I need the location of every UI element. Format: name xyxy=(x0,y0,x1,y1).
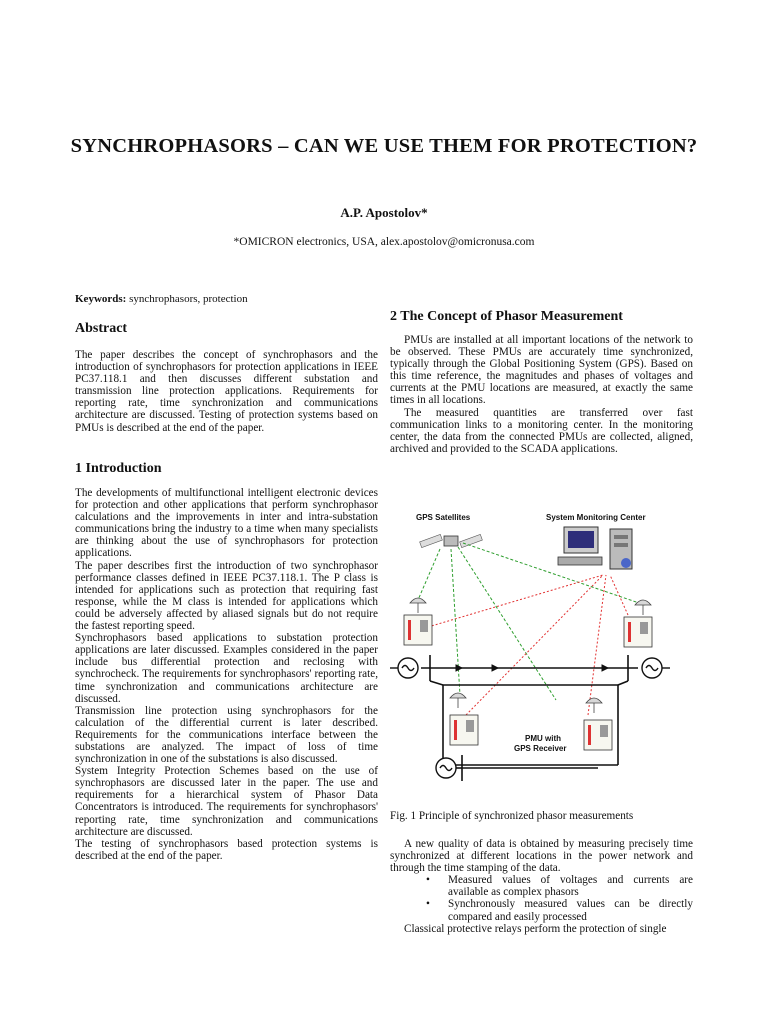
figure-caption: Fig. 1 Principle of synchronized phasor measurements xyxy=(390,810,634,822)
satellite-icon xyxy=(420,534,483,547)
section2-continued xyxy=(390,838,693,935)
paper-title: SYNCHROPHASORS – CAN WE USE THEM FOR PROTECTION? xyxy=(70,135,698,157)
pmu-device xyxy=(584,720,612,750)
section2-intro xyxy=(390,334,693,455)
list-item: • Measured values of voltages and currents are available as complex phasors xyxy=(390,874,693,898)
gps-satellites-label: GPS Satellites xyxy=(416,513,471,522)
bullet-list xyxy=(390,874,693,922)
abstract-text: The paper describes the concept of synchrophasors and the introduction of synchrophasors for protection applications in IEEE PC37.118.1 and then discusses different substation and transmission line protection applications. Requirements for reporting rate, time synchronization and communications architecture are discussed. Testing of protection systems based on PMUs is described at the end of the paper. xyxy=(75,349,378,434)
section1-body xyxy=(75,487,378,862)
section1-heading: 1 Introduction xyxy=(75,461,162,476)
keywords-label: Keywords: xyxy=(75,293,127,305)
pmu-device xyxy=(624,617,652,647)
intro-paragraph: The paper describes first the introduction of two synchrophasor performance classes defined in IEEE PC37.118.1. The P class is intended for applications such as protection that requiring fast response, while the M class is intended for applications which could be adversely affected by aliased signals but do not require the fastest reporting speed. xyxy=(75,559,378,633)
pmu-label-line1: PMU with xyxy=(525,734,561,743)
section2-paragraph: PMUs are installed at all important locations of the network to be observed. These PMUs are accurately time synchronized, typically through the Global Positioning System (GPS). Based on this time reference, the magnitudes and phases of voltages and currents at the PMU locations are measured, at exactly the same times in all locations. xyxy=(390,334,693,407)
section2-heading: 2 The Concept of Phasor Measurement xyxy=(390,309,623,324)
list-item: • Synchronously measured values can be directly compared and easily processed xyxy=(390,898,693,922)
section2-paragraph: A new quality of data is obtained by measuring precisely time synchronized at different locations in the power network and through the time stamping of the data. xyxy=(390,838,693,875)
author-affiliation: *OMICRON electronics, USA, alex.apostolov@omicronusa.com xyxy=(233,236,535,248)
pmu-label-line2: GPS Receiver xyxy=(514,744,567,753)
phasor-measurement-figure xyxy=(388,505,698,800)
generator-icon xyxy=(436,758,456,778)
monitoring-center-label: System Monitoring Center xyxy=(546,513,646,522)
author-name: A.P. Apostolov* xyxy=(340,205,428,220)
intro-paragraph: Synchrophasors based applications to substation protection applications are later discussed. Examples considered in the paper include bus differential protection and reclosing with synchrocheck. The requirements for synchrophasors' reporting rate, time synchronization and communications architecture are discussed. xyxy=(75,632,378,705)
abstract-heading: Abstract xyxy=(75,321,128,336)
server-icon xyxy=(610,529,632,569)
keywords-text: synchrophasors, protection xyxy=(126,293,248,305)
keywords-line xyxy=(75,293,248,305)
pmu-device xyxy=(450,715,478,745)
generator-icon xyxy=(642,658,662,678)
section2-paragraph: Classical protective relays perform the protection of single xyxy=(404,922,667,935)
pmu-device xyxy=(404,615,432,645)
computer-icon xyxy=(558,527,602,565)
antenna-icon xyxy=(410,598,651,713)
intro-paragraph: The developments of multifunctional intelligent electronic devices for protection and other applications that perform synchrophasor calculations and the improvements in inter and intra-substation communications bring the industry to a time when many specialists are thinking about the use of synchrophasors for protection applications. xyxy=(75,487,378,560)
intro-paragraph: The testing of synchrophasors based protection systems is described at the end of the paper. xyxy=(75,837,378,862)
section2-paragraph: The measured quantities are transferred over fast communication links to a monitoring center. In the monitoring center, the data from the connected PMUs are collected, aligned, archived and provided to the SCADA applications. xyxy=(390,406,693,455)
intro-paragraph: System Integrity Protection Schemes based on the use of synchrophasors are discussed later in the paper. The use and requirements for a hierarchical system of Phasor Data Concentrators is introduced. The requirements for synchrophasors' reporting rate, time synchronization and communications architecture are discussed. xyxy=(75,765,378,838)
generator-icon xyxy=(398,658,418,678)
intro-paragraph: Transmission line protection using synchrophasors for the calculation of the differential current is later described. Requirements for the communications interface between the substations are analyzed. The impact of loss of time synchronization in one of the substations is also discussed. xyxy=(75,704,378,766)
